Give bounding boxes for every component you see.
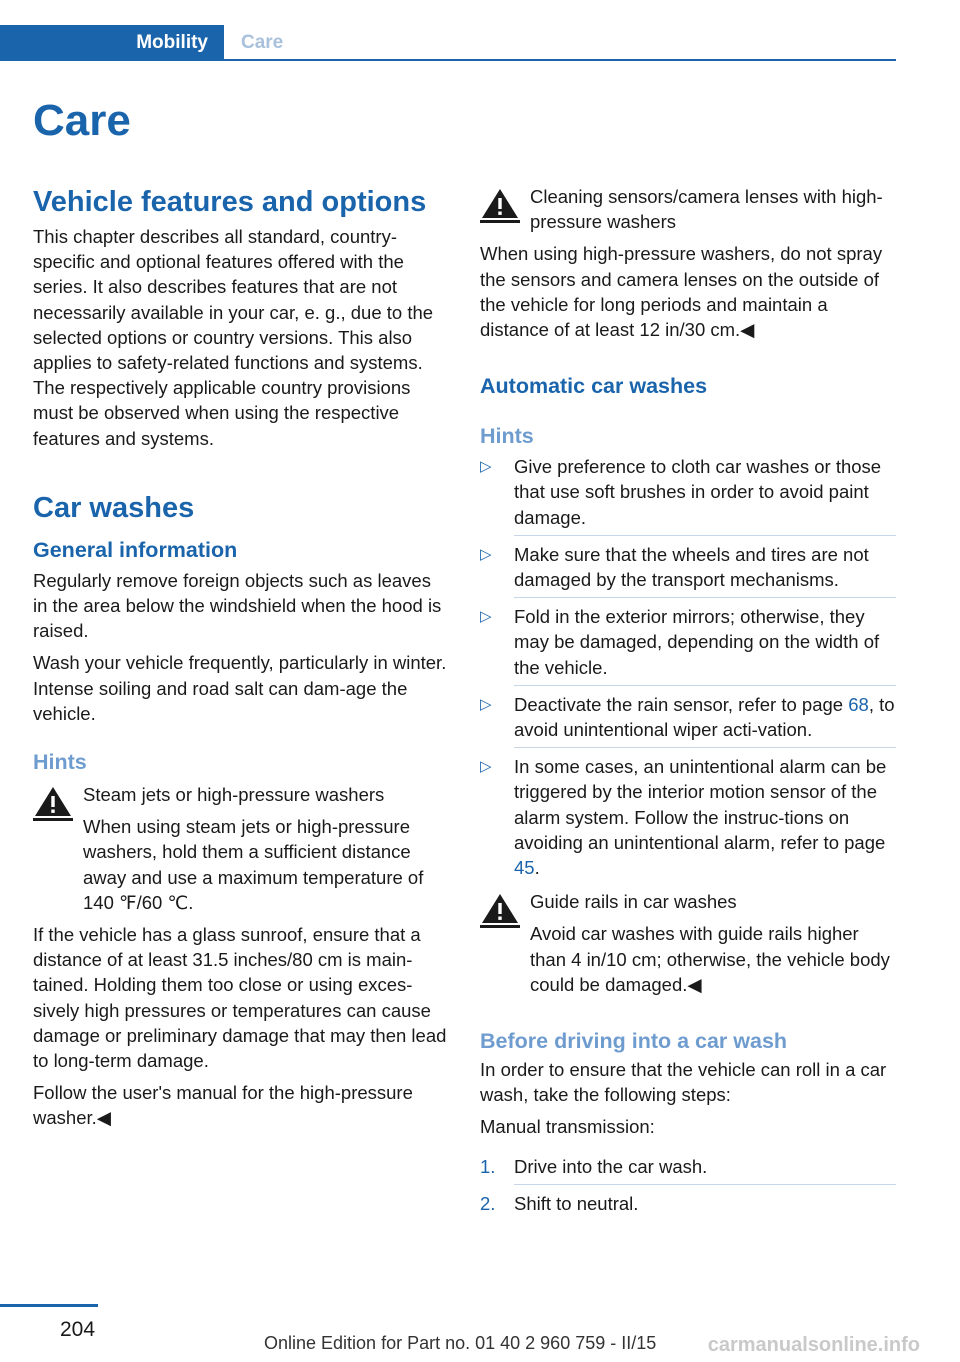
warning-triangle-icon [480, 187, 520, 223]
hints-heading-left: Hints [33, 750, 87, 775]
page-title: Care [33, 96, 131, 145]
triangle-bullet-icon: ▷ [480, 695, 492, 713]
right-column [480, 184, 896, 1216]
list-item-text: Make sure that the wheels and tires are not damaged by the transport mechanisms. [514, 543, 869, 591]
page-link-68[interactable]: 68 [848, 693, 869, 715]
sunroof-paragraph: If the vehicle has a glass sunroof, ensure that a distance of at least 31.5 inches/80 cm is main‐tained. Holding them too close or using exces‐sively high pressures or temperatures can cause damage or preliminary damage that may then lead to long-term damage. [33, 924, 447, 1072]
warning-title: Cleaning sensors/camera lenses with high-pressure washers [530, 186, 883, 233]
list-item [480, 1191, 896, 1216]
general-information-heading: General information [33, 537, 238, 562]
footer-rule [0, 1304, 98, 1307]
warning-triangle-icon [480, 892, 520, 928]
page-number: 204 [60, 1318, 96, 1341]
tab-care[interactable] [224, 25, 283, 61]
manual-transmission-label: Manual transmission: [480, 1116, 655, 1138]
list-item-text: Fold in the exterior mirrors; otherwise, they may be damaged, depending on the width of the vehicle. [514, 606, 880, 678]
left-column [33, 184, 447, 1131]
warning-body: When using high-pressure washers, do not spray the sensors and camera lenses on the outside of the vehicle for long periods and maintain a distance of at least 12 in/30 cm.◀ [480, 243, 883, 341]
triangle-bullet-icon: ▷ [480, 545, 492, 563]
edition-line: Online Edition for Part no. 01 40 2 960 759 - II/15 [264, 1333, 657, 1353]
triangle-bullet-icon: ▷ [480, 608, 492, 626]
general-paragraph-2: Wash your vehicle frequently, particularly in winter. Intense soiling and road salt can dam‐age the vehicle. [33, 652, 447, 724]
before-car-wash-heading: Before driving into a car wash [480, 1029, 788, 1054]
before-car-wash-text: In order to ensure that the vehicle can roll in a car wash, take the following steps: [480, 1059, 887, 1106]
manual-paragraph: Follow the user's manual for the high-pressure washer.◀ [33, 1082, 413, 1129]
hints-list [480, 454, 896, 880]
general-paragraph-1: Regularly remove foreign objects such as leaves in the area below the windshield when the hood is raised. [33, 569, 442, 642]
step-text: Shift to neutral. [514, 1192, 639, 1214]
list-item [480, 754, 896, 880]
step-number: 1. [480, 1155, 496, 1177]
tab-mobility-label: Mobility [136, 32, 208, 53]
list-item-text: , to avoid unintentional wiper acti‐vation. [514, 693, 895, 741]
list-item [480, 604, 896, 686]
warning-body: When using steam jets or high-pressure washers, hold them a sufficient distance away and use a maximum temperature of 140 ℉/60 ℃. [83, 816, 424, 913]
warning-triangle-icon [33, 785, 73, 821]
list-item [480, 454, 896, 536]
watermark: carmanualsonline.info [707, 1334, 920, 1356]
list-item-text: . [534, 857, 540, 879]
list-item [480, 542, 896, 598]
list-item-text: Deactivate the rain sensor, refer to page [514, 693, 849, 715]
warning-sensors [480, 184, 896, 234]
header-underline [0, 59, 896, 61]
chapter-header [0, 25, 896, 61]
tab-care-label: Care [241, 32, 284, 53]
warning-body: Avoid car washes with guide rails higher than 4 in/10 cm; otherwise, the vehicle body could be damaged.◀ [530, 923, 890, 995]
step-number: 2. [480, 1192, 496, 1214]
triangle-bullet-icon: ▷ [480, 458, 492, 476]
triangle-bullet-icon: ▷ [480, 758, 492, 776]
automatic-car-washes-heading: Automatic car washes [480, 374, 708, 399]
warning-title: Guide rails in car washes [530, 891, 737, 913]
warning-title: Steam jets or high-pressure washers [83, 784, 385, 806]
page-link-45[interactable]: 45 [514, 857, 535, 879]
warning-guide-rails [480, 889, 896, 997]
step-text: Drive into the car wash. [514, 1155, 708, 1177]
list-item [480, 692, 896, 748]
list-item [480, 1154, 896, 1185]
car-washes-heading: Car washes [33, 491, 195, 524]
vehicle-features-heading: Vehicle features and options [33, 186, 427, 218]
list-item-text: In some cases, an unintentional alarm can be triggered by the interior motion sensor of the alarm system. Follow the instruc‐tions on avoiding an unintentional alarm, refer to page [514, 756, 887, 853]
warning-steam-jets [33, 782, 447, 915]
tab-mobility[interactable] [0, 25, 224, 61]
vehicle-features-text: This chapter describes all standard, country-specific and optional features offered with the series. It also describes features that are not necessarily available in your car, e. g., due to the selected options or country versions. This also applies to safety-related functions and systems. The respectively applicable country provisions must be observed when using the respective features and systems. [33, 226, 434, 449]
steps-list [480, 1154, 896, 1216]
list-item-text: Give preference to cloth car washes or those that use soft brushes in order to avoid paint damage. [514, 456, 882, 528]
hints-heading-right: Hints [480, 424, 534, 449]
